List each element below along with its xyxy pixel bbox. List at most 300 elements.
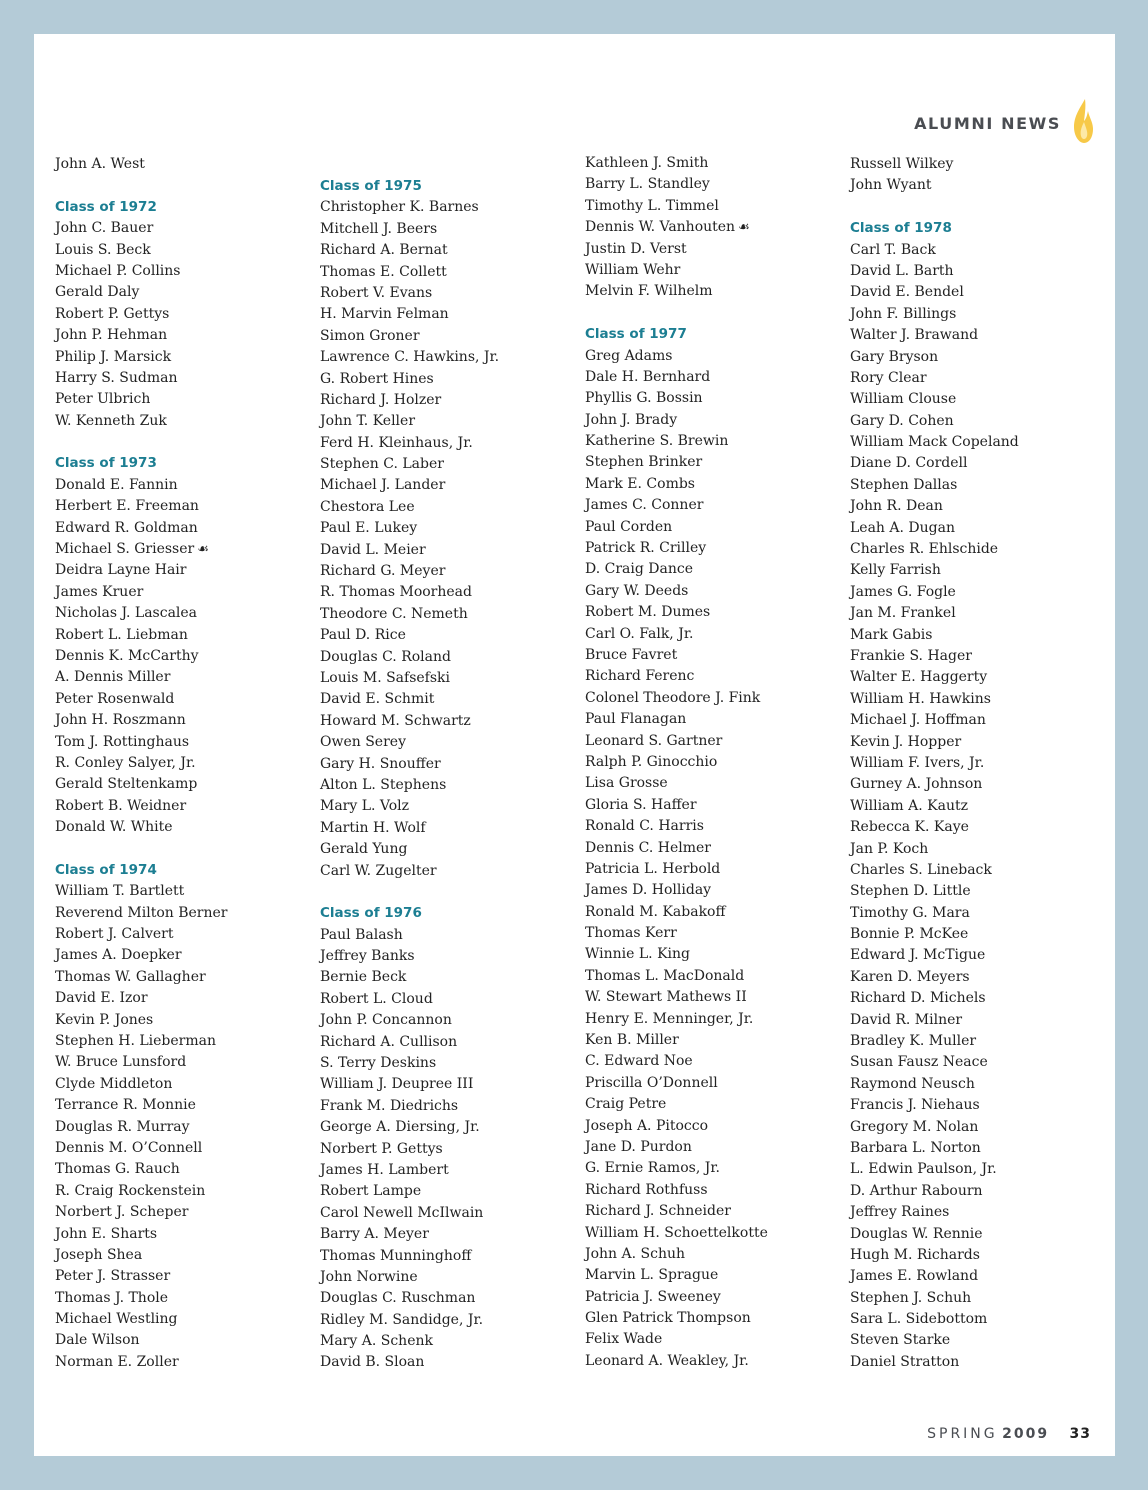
alumni-name-text: Barry A. Meyer bbox=[320, 1226, 429, 1243]
alumni-name-text: Terrance R. Monnie bbox=[55, 1097, 196, 1114]
alumni-name-text: Robert L. Liebman bbox=[55, 626, 188, 643]
alumni-name-text: John H. Roszmann bbox=[55, 712, 186, 729]
alumni-name-text: Mary A. Schenk bbox=[320, 1333, 433, 1350]
alumni-name-text: Hugh M. Richards bbox=[850, 1246, 980, 1263]
alumni-name-text: William Clouse bbox=[850, 391, 957, 408]
alumni-name-text: Lisa Grosse bbox=[585, 775, 668, 792]
alumni-name-text: Kelly Farrish bbox=[850, 562, 941, 579]
alumni-name bbox=[850, 689, 1100, 710]
alumni-name bbox=[320, 326, 570, 347]
alumni-name-text: Ferd H. Kleinhaus, Jr. bbox=[320, 434, 473, 451]
alumni-name-text: Rebecca K. Kaye bbox=[850, 819, 969, 836]
class-year-label: Class of 1975 bbox=[320, 178, 422, 194]
alumni-name bbox=[585, 281, 835, 302]
alumni-name-text: Justin D. Verst bbox=[585, 240, 687, 257]
alumni-name-text: Michael J. Hoffman bbox=[850, 712, 986, 729]
alumni-name-text: Jeffrey Banks bbox=[320, 948, 415, 965]
alumni-name bbox=[850, 1138, 1100, 1159]
alumni-name bbox=[850, 282, 1100, 303]
alumni-name bbox=[585, 795, 835, 816]
column-4 bbox=[850, 154, 1100, 1373]
alumni-name-text: Frankie S. Hager bbox=[850, 647, 972, 664]
alumni-name-text: William H. Hawkins bbox=[850, 690, 991, 707]
alumni-name bbox=[585, 688, 835, 709]
alumni-name-text: James A. Doepker bbox=[55, 947, 182, 964]
alumni-name bbox=[585, 1329, 835, 1350]
class-year-heading bbox=[585, 324, 835, 345]
alumni-name-text: Reverend Milton Berner bbox=[55, 904, 228, 921]
alumni-name-text: Norbert P. Gettys bbox=[320, 1140, 443, 1157]
alumni-name bbox=[320, 540, 570, 561]
alumni-name-text: Robert L. Cloud bbox=[320, 990, 433, 1007]
alumni-name-text: Gerald Yung bbox=[320, 841, 408, 858]
alumni-name bbox=[320, 967, 570, 988]
alumni-name bbox=[585, 1158, 835, 1179]
alumni-name bbox=[320, 754, 570, 775]
alumni-name bbox=[585, 966, 835, 987]
alumni-name bbox=[850, 1010, 1100, 1031]
alumni-name-text: Gerald Daly bbox=[55, 284, 140, 301]
alumni-name bbox=[585, 239, 835, 260]
alumni-name-text: William A. Kautz bbox=[850, 797, 968, 814]
alumni-name-text: Greg Adams bbox=[585, 347, 673, 364]
alumni-name bbox=[55, 1159, 305, 1180]
alumni-name-text: H. Marvin Felman bbox=[320, 306, 449, 323]
alumni-name-text: Paul Corden bbox=[585, 518, 673, 535]
alumni-name-text: D. Craig Dance bbox=[585, 561, 693, 578]
alumni-name bbox=[850, 1052, 1100, 1073]
alumni-name bbox=[55, 903, 305, 924]
alumni-name bbox=[320, 475, 570, 496]
alumni-name bbox=[55, 389, 305, 410]
alumni-name-text: Donald W. White bbox=[55, 819, 173, 836]
alumni-name-text: Timothy G. Mara bbox=[850, 904, 970, 921]
alumni-name-text: John Wyant bbox=[850, 177, 932, 194]
alumni-name bbox=[320, 1139, 570, 1160]
alumni-name-text: Joseph A. Pitocco bbox=[585, 1117, 709, 1134]
alumni-name bbox=[55, 924, 305, 945]
alumni-name-text: John C. Bauer bbox=[55, 220, 154, 237]
alumni-name-text: Paul Flanagan bbox=[585, 711, 687, 728]
alumni-name-text: Thomas J. Thole bbox=[55, 1289, 169, 1306]
alumni-name bbox=[850, 261, 1100, 282]
alumni-name bbox=[320, 796, 570, 817]
alumni-name bbox=[320, 1010, 570, 1031]
alumni-name-text: Rory Clear bbox=[850, 369, 927, 386]
alumni-name bbox=[320, 1160, 570, 1181]
alumni-name bbox=[850, 347, 1100, 368]
alumni-name-text: Edward R. Goldman bbox=[55, 519, 198, 536]
alumni-name-text: Walter E. Haggerty bbox=[850, 669, 988, 686]
alumni-name bbox=[850, 817, 1100, 838]
alumni-name-text: Kevin P. Jones bbox=[55, 1011, 154, 1028]
alumni-name bbox=[585, 559, 835, 580]
deceased-mark-icon: ☙ bbox=[738, 220, 750, 236]
alumni-name bbox=[55, 518, 305, 539]
alumni-name-text: Stephen H. Lieberman bbox=[55, 1033, 216, 1050]
alumni-name-text: Timothy L. Timmel bbox=[585, 197, 719, 214]
alumni-name-text: Gurney A. Johnson bbox=[850, 776, 983, 793]
alumni-name-text: Gary D. Cohen bbox=[850, 412, 954, 429]
alumni-name-text: Stephen Brinker bbox=[585, 454, 703, 471]
class-year-label: Class of 1974 bbox=[55, 861, 157, 878]
alumni-name-text: Priscilla O’Donnell bbox=[585, 1074, 718, 1091]
section-title: ALUMNI NEWS bbox=[914, 114, 1061, 133]
alumni-name-text: Gary W. Deeds bbox=[585, 582, 689, 599]
alumni-name-text: William J. Deupree III bbox=[320, 1076, 474, 1093]
alumni-name bbox=[585, 1351, 835, 1372]
alumni-name bbox=[320, 433, 570, 454]
alumni-name-text: Mary L. Volz bbox=[320, 798, 410, 815]
alumni-name bbox=[55, 667, 305, 688]
alumni-name-text: John Norwine bbox=[320, 1268, 418, 1285]
alumni-name bbox=[850, 304, 1100, 325]
alumni-name-text: Dennis W. Vanhouten bbox=[585, 219, 736, 236]
alumni-name bbox=[850, 240, 1100, 261]
alumni-name-text: Ridley M. Sandidge, Jr. bbox=[320, 1311, 484, 1328]
alumni-name bbox=[585, 517, 835, 538]
alumni-name-text: Gary H. Snouffer bbox=[320, 755, 441, 772]
alumni-name-text: Richard A. Cullison bbox=[320, 1033, 458, 1050]
alumni-name bbox=[850, 411, 1100, 432]
class-year-heading bbox=[850, 218, 1100, 239]
alumni-name bbox=[55, 732, 305, 753]
alumni-name-text: John A. Schuh bbox=[585, 1245, 686, 1262]
alumni-name bbox=[850, 1288, 1100, 1309]
page bbox=[34, 34, 1115, 1456]
class-year-heading bbox=[55, 197, 305, 218]
alumni-name bbox=[320, 1181, 570, 1202]
alumni-name bbox=[320, 1053, 570, 1074]
alumni-name-text: Richard G. Meyer bbox=[320, 563, 446, 580]
alumni-name-text: Norbert J. Scheper bbox=[55, 1204, 189, 1221]
alumni-name bbox=[55, 710, 305, 731]
alumni-name bbox=[585, 1051, 835, 1072]
alumni-name-text: Thomas G. Rauch bbox=[55, 1161, 180, 1178]
alumni-name bbox=[585, 1201, 835, 1222]
alumni-name bbox=[850, 539, 1100, 560]
alumni-name-text: R. Craig Rockenstein bbox=[55, 1182, 206, 1199]
alumni-name bbox=[55, 1052, 305, 1073]
alumni-name bbox=[585, 174, 835, 195]
column-3 bbox=[585, 153, 835, 1372]
alumni-name-text: Owen Serey bbox=[320, 734, 406, 751]
alumni-name-text: Kathleen J. Smith bbox=[585, 155, 709, 171]
alumni-name-text: Christopher K. Barnes bbox=[320, 199, 479, 216]
spacer bbox=[55, 175, 305, 196]
alumni-name-text: Francis J. Niehaus bbox=[850, 1097, 980, 1114]
alumni-name-text: James C. Conner bbox=[585, 497, 704, 514]
alumni-name-text: Ken B. Miller bbox=[585, 1032, 679, 1049]
column-1 bbox=[55, 154, 305, 1373]
alumni-name-text: Carl W. Zugelter bbox=[320, 862, 437, 879]
alumni-name bbox=[55, 1224, 305, 1245]
alumni-name bbox=[585, 388, 835, 409]
alumni-name bbox=[850, 625, 1100, 646]
alumni-name bbox=[320, 1203, 570, 1224]
alumni-name-text: Robert V. Evans bbox=[320, 284, 433, 301]
alumni-name bbox=[320, 711, 570, 732]
alumni-name bbox=[320, 989, 570, 1010]
alumni-name-text: Thomas Munninghoff bbox=[320, 1247, 472, 1264]
alumni-name-text: Martin H. Wolf bbox=[320, 819, 426, 836]
alumni-name-text: Michael P. Collins bbox=[55, 262, 181, 279]
alumni-name bbox=[850, 860, 1100, 881]
alumni-name-text: Michael S. Griesser bbox=[55, 541, 195, 558]
alumni-name bbox=[850, 774, 1100, 795]
alumni-name-text: A. Dennis Miller bbox=[55, 669, 171, 686]
alumni-name-text: Leonard A. Weakley, Jr. bbox=[585, 1352, 749, 1369]
alumni-name-text: James Kruer bbox=[55, 583, 144, 600]
alumni-name bbox=[585, 859, 835, 880]
alumni-name-text: Russell Wilkey bbox=[850, 156, 954, 172]
alumni-name bbox=[585, 1116, 835, 1137]
alumni-name bbox=[55, 1074, 305, 1095]
alumni-name-text: Bonnie P. McKee bbox=[850, 926, 969, 943]
alumni-name-text: Leonard S. Gartner bbox=[585, 732, 723, 749]
alumni-name bbox=[320, 1331, 570, 1352]
alumni-name bbox=[850, 646, 1100, 667]
alumni-name bbox=[320, 1096, 570, 1117]
alumni-name bbox=[55, 1330, 305, 1351]
alumni-name-text: James G. Fogle bbox=[850, 583, 956, 600]
alumni-name bbox=[850, 1245, 1100, 1266]
alumni-name-text: Deidra Layne Hair bbox=[55, 562, 187, 579]
alumni-name-text: W. Kenneth Zuk bbox=[55, 412, 167, 429]
alumni-name-text: Jeffrey Raines bbox=[850, 1204, 950, 1221]
alumni-name bbox=[850, 1202, 1100, 1223]
alumni-name-text: William F. Ivers, Jr. bbox=[850, 754, 985, 771]
alumni-name bbox=[850, 1330, 1100, 1351]
flame-icon bbox=[1072, 98, 1094, 144]
alumni-name bbox=[320, 1032, 570, 1053]
alumni-name-text: Simon Groner bbox=[320, 327, 420, 344]
alumni-name bbox=[320, 1352, 570, 1373]
alumni-name bbox=[850, 582, 1100, 603]
alumni-name bbox=[585, 752, 835, 773]
alumni-name bbox=[320, 454, 570, 475]
alumni-name bbox=[850, 732, 1100, 753]
alumni-name-text: Robert M. Dumes bbox=[585, 604, 711, 621]
alumni-name bbox=[585, 1308, 835, 1329]
issue-season: SPRING bbox=[927, 1426, 998, 1442]
class-year-label: Class of 1977 bbox=[585, 326, 687, 343]
class-year-label: Class of 1978 bbox=[850, 220, 952, 237]
alumni-name bbox=[850, 1352, 1100, 1373]
alumni-name-text: Stephen J. Schuh bbox=[850, 1289, 972, 1306]
alumni-name bbox=[585, 709, 835, 730]
alumni-name-text: George A. Diersing, Jr. bbox=[320, 1119, 480, 1136]
alumni-name bbox=[55, 282, 305, 303]
alumni-name bbox=[585, 773, 835, 794]
alumni-name bbox=[320, 1310, 570, 1331]
alumni-name-text: Michael Westling bbox=[55, 1311, 178, 1328]
alumni-name bbox=[850, 1159, 1100, 1180]
alumni-name bbox=[585, 346, 835, 367]
alumni-name bbox=[320, 647, 570, 668]
alumni-name bbox=[55, 1138, 305, 1159]
alumni-name bbox=[850, 988, 1100, 1009]
alumni-name-text: John E. Sharts bbox=[55, 1225, 158, 1242]
spacer bbox=[55, 432, 305, 453]
alumni-name bbox=[55, 325, 305, 346]
alumni-name-text: Dennis C. Helmer bbox=[585, 839, 711, 856]
alumni-name-text: Katherine S. Brewin bbox=[585, 433, 729, 450]
alumni-name bbox=[585, 1009, 835, 1030]
spacer bbox=[850, 197, 1100, 218]
alumni-name bbox=[55, 1031, 305, 1052]
alumni-name-text: Stephen D. Little bbox=[850, 883, 971, 900]
alumni-name-text: Karen D. Meyers bbox=[850, 968, 970, 985]
alumni-name-text: William T. Bartlett bbox=[55, 883, 185, 900]
alumni-name bbox=[55, 774, 305, 795]
class-year-label: Class of 1972 bbox=[55, 198, 157, 215]
alumni-name bbox=[320, 197, 570, 218]
alumni-name bbox=[850, 603, 1100, 624]
alumni-name bbox=[320, 262, 570, 283]
alumni-name-text: Glen Patrick Thompson bbox=[585, 1310, 751, 1327]
alumni-name bbox=[850, 1266, 1100, 1287]
alumni-name-text: Phyllis G. Bossin bbox=[585, 390, 703, 407]
alumni-name bbox=[320, 411, 570, 432]
alumni-name bbox=[55, 753, 305, 774]
alumni-name bbox=[850, 710, 1100, 731]
alumni-name bbox=[55, 625, 305, 646]
alumni-name-text: Alton L. Stephens bbox=[320, 776, 447, 793]
alumni-name-text: Robert Lampe bbox=[320, 1183, 422, 1200]
alumni-name bbox=[585, 1265, 835, 1286]
class-year-heading bbox=[320, 903, 570, 924]
alumni-name bbox=[850, 560, 1100, 581]
alumni-name-text: Chestora Lee bbox=[320, 498, 415, 515]
alumni-name-text: L. Edwin Paulson, Jr. bbox=[850, 1161, 997, 1178]
spacer bbox=[55, 839, 305, 860]
alumni-name-text: Charles R. Ehlschide bbox=[850, 541, 999, 558]
alumni-name-text: W. Bruce Lunsford bbox=[55, 1054, 187, 1071]
alumni-name-text: William Wehr bbox=[585, 261, 681, 278]
alumni-name bbox=[585, 624, 835, 645]
alumni-name bbox=[320, 497, 570, 518]
alumni-name-text: William Mack Copeland bbox=[850, 434, 1019, 451]
alumni-name bbox=[55, 988, 305, 1009]
alumni-name-text: David L. Meier bbox=[320, 541, 426, 558]
alumni-name-text: James D. Holliday bbox=[585, 882, 712, 899]
alumni-name bbox=[585, 1244, 835, 1265]
alumni-name-text: David L. Barth bbox=[850, 262, 954, 279]
alumni-name bbox=[320, 390, 570, 411]
alumni-name-text: Theodore C. Nemeth bbox=[320, 605, 468, 622]
alumni-name-text: Douglas R. Murray bbox=[55, 1118, 190, 1135]
alumni-name-text: C. Edward Noe bbox=[585, 1053, 693, 1070]
alumni-name bbox=[585, 217, 835, 238]
alumni-name bbox=[55, 240, 305, 261]
alumni-name bbox=[55, 1010, 305, 1031]
alumni-name-text: Mark E. Combs bbox=[585, 475, 695, 492]
alumni-name-text: Paul D. Rice bbox=[320, 627, 406, 644]
alumni-name-text: Harry S. Sudman bbox=[55, 369, 178, 386]
alumni-name-text: Patricia J. Sweeney bbox=[585, 1288, 721, 1305]
alumni-name bbox=[55, 475, 305, 496]
alumni-name-text: John P. Hehman bbox=[55, 327, 168, 344]
alumni-name bbox=[585, 474, 835, 495]
alumni-name-text: David E. Bendel bbox=[850, 284, 964, 301]
alumni-name-text: John F. Billings bbox=[850, 305, 957, 322]
alumni-name-text: Michael J. Lander bbox=[320, 477, 446, 494]
alumni-name-text: Howard M. Schwartz bbox=[320, 712, 471, 729]
alumni-name bbox=[55, 154, 305, 175]
alumni-name-text: Dennis M. O’Connell bbox=[55, 1139, 203, 1156]
alumni-name bbox=[850, 154, 1100, 175]
spacer bbox=[585, 303, 835, 324]
alumni-name bbox=[850, 475, 1100, 496]
alumni-name bbox=[585, 838, 835, 859]
alumni-name-text: John J. Brady bbox=[585, 411, 678, 428]
alumni-name-text: Jan M. Frankel bbox=[850, 605, 956, 622]
alumni-name bbox=[320, 818, 570, 839]
alumni-name bbox=[320, 689, 570, 710]
alumni-name bbox=[320, 925, 570, 946]
page-footer bbox=[927, 1426, 1091, 1442]
alumni-name-text: Raymond Neusch bbox=[850, 1075, 975, 1092]
alumni-name-text: Richard Ferenc bbox=[585, 668, 695, 685]
alumni-name-text: Steven Starke bbox=[850, 1332, 951, 1349]
alumni-name-text: Patrick R. Crilley bbox=[585, 540, 707, 557]
alumni-name-text: Philip J. Marsick bbox=[55, 348, 172, 365]
alumni-name bbox=[55, 1181, 305, 1202]
alumni-name bbox=[320, 1246, 570, 1267]
alumni-name bbox=[320, 604, 570, 625]
alumni-name bbox=[320, 1288, 570, 1309]
alumni-name bbox=[55, 582, 305, 603]
alumni-name bbox=[585, 431, 835, 452]
alumni-name-text: Bruce Favret bbox=[585, 646, 678, 663]
alumni-name bbox=[320, 732, 570, 753]
alumni-name bbox=[55, 539, 305, 560]
alumni-name-text: James H. Lambert bbox=[320, 1161, 449, 1178]
alumni-name bbox=[320, 369, 570, 390]
alumni-name bbox=[850, 1117, 1100, 1138]
alumni-name-text: Edward J. McTigue bbox=[850, 947, 986, 964]
alumni-name-text: Gerald Steltenkamp bbox=[55, 776, 198, 793]
alumni-name-text: R. Conley Salyer, Jr. bbox=[55, 754, 196, 771]
alumni-name-text: Donald E. Fannin bbox=[55, 476, 178, 493]
alumni-name bbox=[585, 367, 835, 388]
alumni-name bbox=[320, 347, 570, 368]
alumni-name bbox=[55, 1117, 305, 1138]
alumni-name-text: Melvin F. Wilhelm bbox=[585, 283, 713, 300]
alumni-name bbox=[320, 946, 570, 967]
alumni-name-text: Gloria S. Haffer bbox=[585, 796, 697, 813]
alumni-name-text: Joseph Shea bbox=[55, 1246, 143, 1263]
alumni-name-text: Stephen Dallas bbox=[850, 476, 958, 493]
alumni-name bbox=[55, 881, 305, 902]
alumni-name bbox=[585, 880, 835, 901]
alumni-name bbox=[850, 967, 1100, 988]
alumni-name bbox=[850, 839, 1100, 860]
alumni-name bbox=[320, 240, 570, 261]
alumni-name bbox=[850, 1095, 1100, 1116]
alumni-name bbox=[55, 347, 305, 368]
alumni-name bbox=[320, 283, 570, 304]
alumni-name bbox=[320, 625, 570, 646]
alumni-name bbox=[55, 1095, 305, 1116]
alumni-name bbox=[850, 903, 1100, 924]
alumni-name bbox=[55, 817, 305, 838]
alumni-name bbox=[320, 1267, 570, 1288]
alumni-name bbox=[55, 1288, 305, 1309]
alumni-name bbox=[55, 560, 305, 581]
alumni-name bbox=[55, 1309, 305, 1330]
